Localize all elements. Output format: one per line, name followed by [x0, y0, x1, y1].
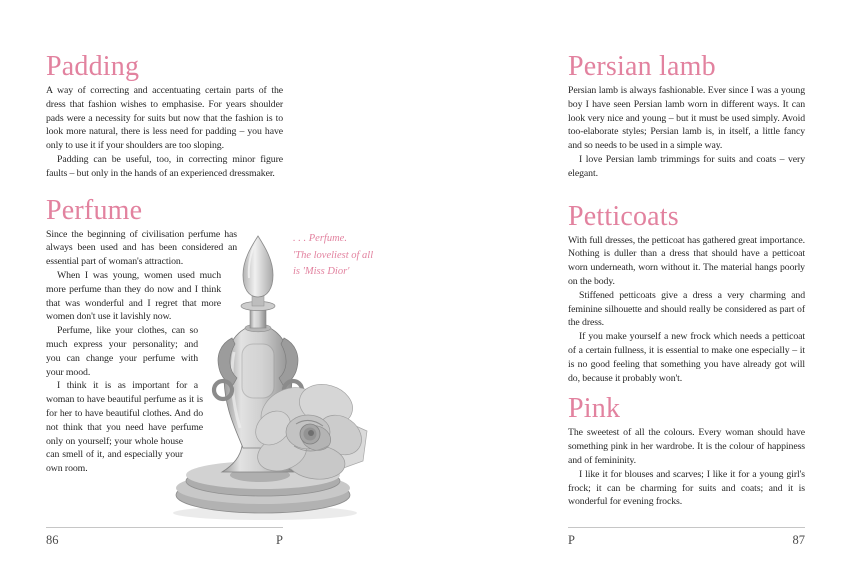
paragraph: Padding can be useful, too, in correcting minor figure faults – but only in the hands of an experienced dressmaker.	[46, 153, 283, 179]
heading-persian-lamb: Persian lamb	[568, 51, 716, 82]
page-number: 87	[792, 533, 805, 547]
paragraph: I think it is as important for a woman to have beautiful perfume as it is for her to have beautiful clothes. And do not think that you need have perfume only on yourself; your whole house can smell of it, and especially your own room.	[46, 380, 203, 475]
page-footer-left	[46, 527, 283, 548]
paragraph: When I was young, women used much more perfume than they do now and I think that was wonderful and I regret that more women don't use it lavishly now.	[46, 269, 221, 323]
section-petticoats	[568, 200, 805, 386]
section-pink	[568, 395, 805, 509]
paragraph: Since the beginning of civilisation perfume has always been used and has been considered an essential part of woman's attraction.	[46, 228, 237, 268]
section-persian-lamb	[568, 53, 805, 181]
caption-line: is 'Miss Dior'	[293, 266, 350, 277]
heading-padding: Padding	[46, 51, 140, 82]
figure-caption	[293, 231, 405, 281]
section-padding	[46, 53, 283, 181]
heading-perfume: Perfume	[46, 194, 143, 226]
page-right	[568, 0, 805, 588]
heading-pink: Pink	[568, 393, 621, 425]
paragraph: If you make yourself a new frock which needs a petticoat of a certain fullness, it is essential to make one especially – it is no good feeling that something you have already got will do, because it probably won't.	[568, 331, 805, 384]
paragraph: Stiffened petticoats give a dress a very charming and feminine silhouette and should really be considered as part of the dress.	[568, 289, 805, 329]
section-letter: P	[568, 533, 575, 547]
paragraph: I love Persian lamb trimmings for suits and coats – very elegant.	[568, 153, 805, 179]
paragraph: A way of correcting and accentuating certain parts of the dress that fashion wishes to emphasise. For years shoulder pads were a necessity for suits but now that the fashion is to look more natural, there is less need for padding – you have only to use it if your shoulders are too sloping.	[46, 85, 283, 152]
paragraph: With full dresses, the petticoat has gathered great importance. Nothing is duller than a dress that should have a petticoat worn underneath, worn without it. The material hangs poorly on the body.	[568, 234, 805, 287]
paragraph: I like it for blouses and scarves; I like it for a young girl's frock; it can be charming for suits and coats; and it is wonderful for evening frocks.	[568, 468, 805, 508]
paragraph: Persian lamb is always fashionable. Ever since I was a young boy I have seen Persian lamb worn in different ways. It can look very nice and young – but it must be used simply. Avoid too-elaborate styles; Persian lamb is, in itself, a little fancy and so needs to be used in a simple way.	[568, 85, 805, 152]
paragraph: Perfume, like your clothes, can so much express your personality; and you can change your perfume with your mood.	[46, 325, 198, 378]
caption-line: 'The loveliest of all	[293, 249, 374, 261]
heading-petticoats: Petticoats	[568, 200, 679, 232]
page-footer-right	[568, 527, 805, 548]
page-number: 86	[46, 533, 59, 547]
section-letter: P	[276, 533, 283, 547]
caption-line: . . . Perfume.	[293, 233, 347, 244]
paragraph: The sweetest of all the colours. Every woman should have something pink in her wardrobe. It is the colour of happiness and of femininity.	[568, 427, 805, 466]
